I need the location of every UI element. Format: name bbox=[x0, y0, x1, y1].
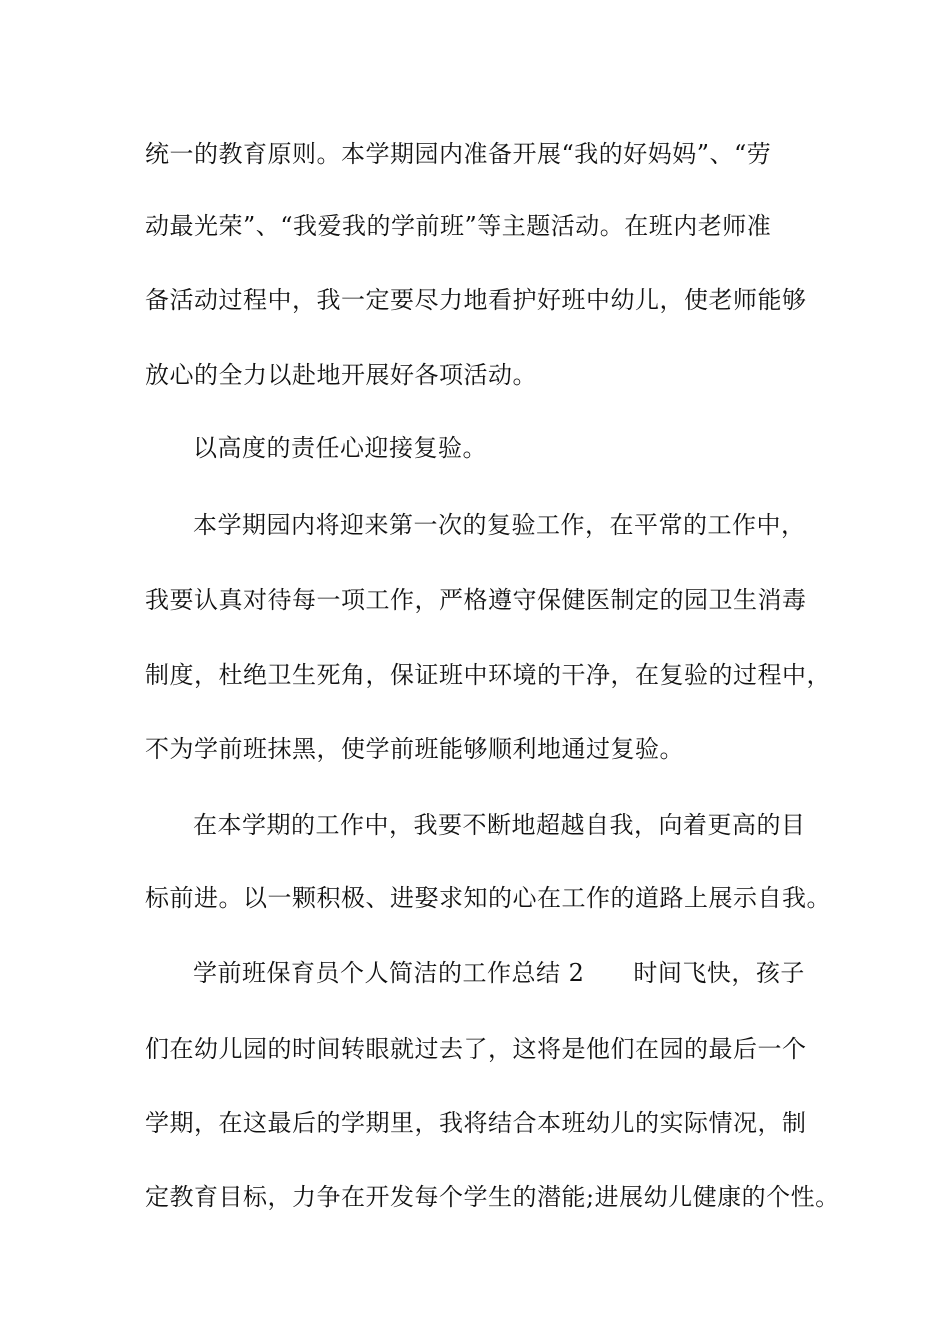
text-line: 们在幼儿园的时间转眼就过去了，这将是他们在园的最后一个 bbox=[145, 1035, 807, 1063]
text-line: 不为学前班抹黑，使学前班能够顺利地通过复验。 bbox=[145, 735, 684, 763]
text-line: 制度，杜绝卫生死角，保证班中环境的干净，在复验的过程中， bbox=[145, 661, 831, 689]
text-line: 学期，在这最后的学期里，我将结合本班幼儿的实际情况，制 bbox=[145, 1109, 807, 1137]
text-line: 学前班保育员个人简洁的工作总结 2 时间飞快，孩子 bbox=[193, 959, 805, 987]
text-line: 定教育目标，力争在开发每个学生的潜能;进展幼儿健康的个性。 bbox=[145, 1183, 840, 1211]
text-line: 本学期园内将迎来第一次的复验工作，在平常的工作中， bbox=[193, 511, 806, 539]
text-line: 在本学期的工作中，我要不断地超越自我，向着更高的目 bbox=[193, 811, 806, 839]
text-line: 备活动过程中，我一定要尽力地看护好班中幼儿，使老师能够 bbox=[145, 286, 807, 314]
text-line: 动最光荣”、“我爱我的学前班”等主题活动。在班内老师准 bbox=[145, 212, 772, 240]
text-line: 我要认真对待每一项工作，严格遵守保健医制定的园卫生消毒 bbox=[145, 586, 807, 614]
text-line: 放心的全力以赴地开展好各项活动。 bbox=[145, 361, 537, 389]
text-line: 标前进。以一颗积极、进娶求知的心在工作的道路上展示自我。 bbox=[145, 884, 831, 912]
text-line: 以高度的责任心迎接复验。 bbox=[193, 434, 487, 462]
text-line: 统一的教育原则。本学期园内准备开展“我的好妈妈”、“劳 bbox=[145, 140, 772, 168]
